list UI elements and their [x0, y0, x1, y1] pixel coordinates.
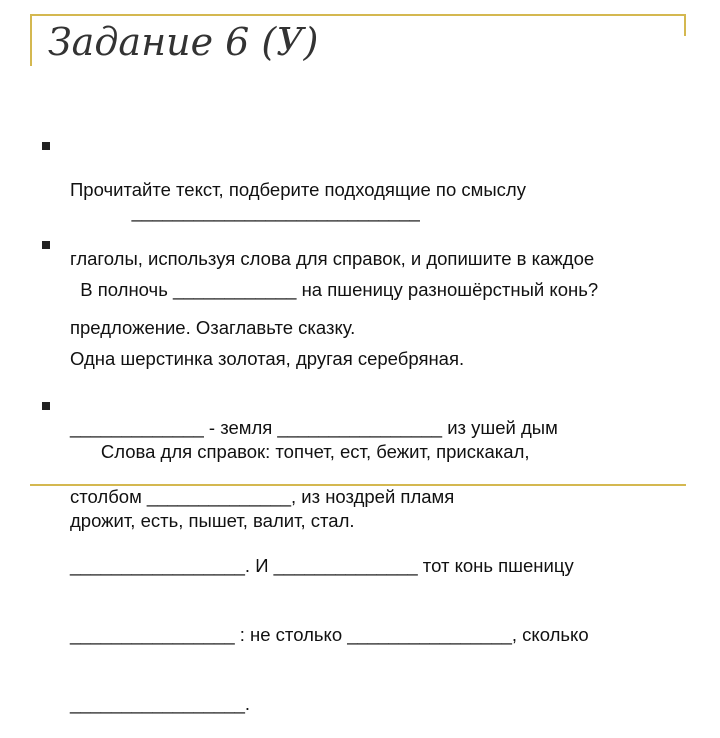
- text-line: В полночь ____________ на пшеницу разношёрстный конь?: [70, 279, 599, 300]
- text-line: Прочитайте текст, подберите подходящие по смыслу: [70, 179, 526, 200]
- text-line: дрожит, есть, пышет, валит, стал.: [70, 510, 355, 531]
- text-line: столбом ______________, из ноздрей пламя: [70, 486, 455, 507]
- reference-words: [70, 394, 690, 555]
- bullet-3: [42, 402, 50, 410]
- bullet-2: [42, 241, 50, 249]
- text-line: _________________. И ______________ тот конь пшеницу: [70, 555, 574, 576]
- slide-title: Задание 6 (У): [48, 20, 319, 64]
- text-line: ________________ : не столько ________________, сколько: [70, 624, 589, 645]
- text-line: _________________.: [70, 693, 251, 714]
- text-line: _____________ - земля ________________ из ушей дым: [70, 417, 558, 438]
- top-border-line: [30, 14, 686, 16]
- text-line: Слова для справок: топчет, ест, бежит, прискакал,: [70, 441, 530, 462]
- bullet-1: [42, 142, 50, 150]
- title-blank: ____________________________: [70, 201, 420, 222]
- left-border-line: [30, 14, 32, 66]
- text-line: глаголы, используя слова для справок, и допишите в каждое: [70, 248, 595, 269]
- text-line: предложение. Озаглавьте сказку.: [70, 317, 356, 338]
- text-line: Одна шерстинка золотая, другая серебряная.: [70, 348, 465, 369]
- right-border-line: [684, 14, 686, 36]
